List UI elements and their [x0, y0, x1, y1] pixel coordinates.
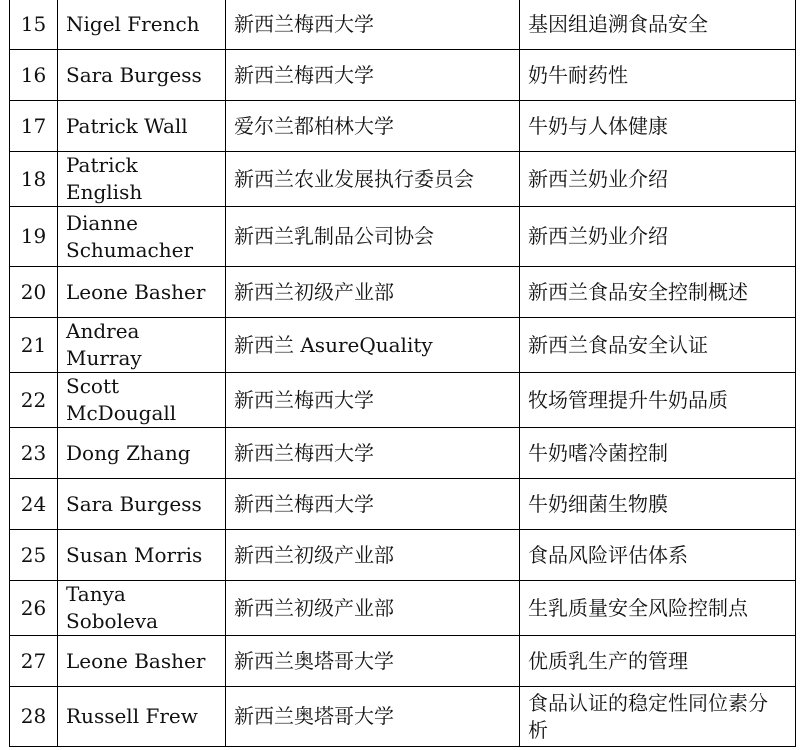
organization: 新西兰梅西大学	[226, 0, 520, 50]
row-number: 27	[10, 636, 58, 687]
speaker-name: Patrick English	[58, 152, 226, 207]
organization: 新西兰农业发展执行委员会	[226, 152, 520, 207]
table-row	[10, 636, 796, 687]
organization: 新西兰梅西大学	[226, 50, 520, 101]
table-row	[10, 687, 796, 747]
table-row	[10, 373, 796, 428]
organization: 新西兰梅西大学	[226, 428, 520, 479]
row-number: 19	[10, 207, 58, 267]
speaker-name: Andrea Murray	[58, 318, 226, 373]
table-row	[10, 267, 796, 318]
organization: 新西兰梅西大学	[226, 479, 520, 530]
row-number: 26	[10, 581, 58, 636]
topic: 新西兰食品安全认证	[520, 318, 796, 373]
row-number: 16	[10, 50, 58, 101]
topic: 牛奶与人体健康	[520, 101, 796, 152]
table-row	[10, 101, 796, 152]
table-row	[10, 0, 796, 50]
speaker-name: Susan Morris	[58, 530, 226, 581]
organization: 新西兰初级产业部	[226, 581, 520, 636]
organization: 新西兰 AsureQuality	[226, 318, 520, 373]
table-row	[10, 530, 796, 581]
table-row	[10, 479, 796, 530]
topic: 基因组追溯食品安全	[520, 0, 796, 50]
row-number: 18	[10, 152, 58, 207]
speaker-name: Dianne Schumacher	[58, 207, 226, 267]
speaker-name: Leone Basher	[58, 636, 226, 687]
speaker-name: Russell Frew	[58, 687, 226, 747]
table-row	[10, 207, 796, 267]
row-number: 24	[10, 479, 58, 530]
topic: 牛奶嗜冷菌控制	[520, 428, 796, 479]
topic: 优质乳生产的管理	[520, 636, 796, 687]
row-number: 20	[10, 267, 58, 318]
table-row	[10, 152, 796, 207]
organization: 新西兰奥塔哥大学	[226, 636, 520, 687]
speaker-name: Nigel French	[58, 0, 226, 50]
topic: 新西兰奶业介绍	[520, 152, 796, 207]
organization: 新西兰奥塔哥大学	[226, 687, 520, 747]
organization: 新西兰初级产业部	[226, 267, 520, 318]
topic: 奶牛耐药性	[520, 50, 796, 101]
speaker-table	[9, 0, 796, 747]
speaker-name: Dong Zhang	[58, 428, 226, 479]
organization: 新西兰梅西大学	[226, 373, 520, 428]
organization: 新西兰乳制品公司协会	[226, 207, 520, 267]
speaker-name: Sara Burgess	[58, 479, 226, 530]
speaker-name: Leone Basher	[58, 267, 226, 318]
topic: 生乳质量安全风险控制点	[520, 581, 796, 636]
table-row	[10, 428, 796, 479]
table-row	[10, 581, 796, 636]
table-row	[10, 318, 796, 373]
row-number: 28	[10, 687, 58, 747]
topic: 食品风险评估体系	[520, 530, 796, 581]
organization: 爱尔兰都柏林大学	[226, 101, 520, 152]
speaker-name: Sara Burgess	[58, 50, 226, 101]
speaker-name: Patrick Wall	[58, 101, 226, 152]
topic: 牧场管理提升牛奶品质	[520, 373, 796, 428]
speaker-name: Tanya Soboleva	[58, 581, 226, 636]
table-row	[10, 50, 796, 101]
topic: 牛奶细菌生物膜	[520, 479, 796, 530]
topic: 食品认证的稳定性同位素分析	[520, 687, 796, 747]
row-number: 25	[10, 530, 58, 581]
topic: 新西兰奶业介绍	[520, 207, 796, 267]
row-number: 23	[10, 428, 58, 479]
row-number: 22	[10, 373, 58, 428]
speaker-name: Scott McDougall	[58, 373, 226, 428]
row-number: 15	[10, 0, 58, 50]
row-number: 17	[10, 101, 58, 152]
topic: 新西兰食品安全控制概述	[520, 267, 796, 318]
organization: 新西兰初级产业部	[226, 530, 520, 581]
row-number: 21	[10, 318, 58, 373]
